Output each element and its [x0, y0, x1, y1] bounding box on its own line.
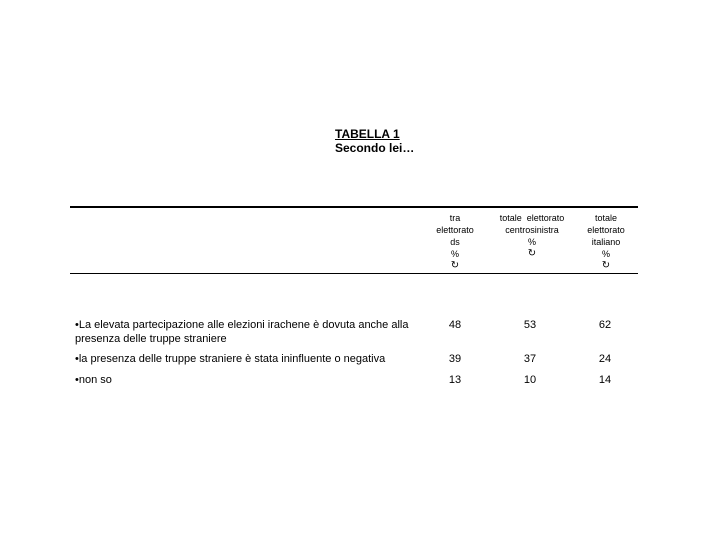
- column-header-line: ds: [450, 237, 460, 247]
- column-header-elettorato-ds: [425, 212, 485, 271]
- column-header-line: tra: [449, 213, 461, 223]
- column-header-line: elettorato: [587, 225, 625, 235]
- value-centrosinistra: 37: [523, 353, 537, 365]
- column-header-line: totale elettorato: [499, 213, 565, 223]
- header-bottom-rule: [70, 273, 638, 274]
- column-header-line: centrosinistra: [505, 225, 559, 235]
- column-header-line: %: [601, 249, 610, 259]
- value-elettorato-italiano: 24: [598, 353, 612, 365]
- column-header-line: %: [450, 249, 459, 259]
- column-header-line: elettorato: [436, 225, 474, 235]
- value-elettorato-ds: 48: [448, 319, 462, 331]
- value-centrosinistra: 10: [523, 374, 537, 386]
- row-label: •non so: [75, 374, 112, 386]
- circular-arrow-icon: ↻: [450, 260, 460, 271]
- table-title: TABELLA 1: [335, 127, 400, 141]
- value-elettorato-italiano: 62: [598, 319, 612, 331]
- row-label: •la presenza delle truppe straniere è stata ininfluente o negativa: [75, 353, 386, 365]
- value-elettorato-italiano: 14: [598, 374, 612, 386]
- row-label: •La elevata partecipazione alle elezioni irachene è dovuta anche alla presenza delle truppe straniere: [75, 319, 409, 345]
- column-header-line: totale: [594, 213, 618, 223]
- value-elettorato-ds: 13: [448, 374, 462, 386]
- column-header-line: italiano: [591, 237, 621, 247]
- column-header-centrosinistra: [490, 212, 574, 259]
- table-title-block: [335, 127, 414, 155]
- circular-arrow-icon: ↻: [527, 248, 537, 259]
- circular-arrow-icon: ↻: [601, 260, 611, 271]
- column-header-elettorato-italiano: [578, 212, 634, 271]
- table-subtitle: Secondo lei…: [335, 141, 415, 155]
- header-top-rule: [70, 206, 638, 208]
- value-centrosinistra: 53: [523, 319, 537, 331]
- value-elettorato-ds: 39: [448, 353, 462, 365]
- column-header-line: %: [527, 237, 536, 247]
